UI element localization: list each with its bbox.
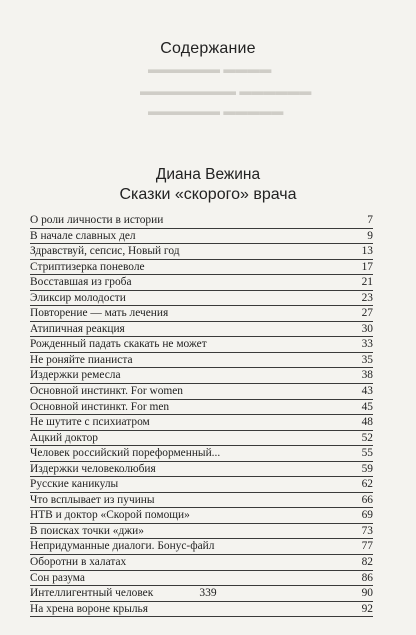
toc-entry-title: Основной инстинкт. For women xyxy=(30,385,184,398)
toc-entry-title: Издержки человеколюбия xyxy=(30,462,156,475)
toc-entry xyxy=(30,291,373,307)
toc-entry xyxy=(30,275,373,291)
toc-entry-title: Стриптизерка поневоле xyxy=(30,260,145,273)
toc-entry-page: 43 xyxy=(361,385,373,398)
toc-entry-page: 35 xyxy=(361,353,373,366)
toc-entry-page: 69 xyxy=(361,509,373,522)
toc-entry-page: 77 xyxy=(361,540,373,553)
toc-entry-title: Оборотни в халатах xyxy=(30,556,127,569)
author-name: Диана Вежина xyxy=(155,166,261,183)
toc-entry-title: НТВ и доктор «Скорой помощи» xyxy=(30,509,190,522)
toc-entry-page: 66 xyxy=(361,493,373,506)
toc-entry xyxy=(30,462,373,478)
page-title: Содержание xyxy=(160,40,256,57)
toc-entry-page: 27 xyxy=(361,307,373,320)
toc-entry-page: 38 xyxy=(361,369,373,382)
toc-entry-page: 62 xyxy=(361,478,373,491)
toc-entry-title: Атипичная реакция xyxy=(30,322,125,335)
toc-entry-title: Эликсир молодости xyxy=(30,291,126,304)
toc-entry xyxy=(30,508,373,524)
toc-entry-page: 86 xyxy=(361,571,373,584)
toc-entry-title: На хрена вороне крылья xyxy=(30,602,148,615)
toc-entry-title: В начале славных дел xyxy=(30,229,136,242)
toc-entry-title: В поисках точки «джи» xyxy=(30,524,144,537)
toc-entry xyxy=(30,539,373,555)
toc-entry-title: Непридуманные диалоги. Бонус-файл xyxy=(30,540,215,553)
toc-entry-page: 59 xyxy=(361,462,373,475)
toc-entry xyxy=(30,493,373,509)
toc-entry-title: Сон разума xyxy=(30,571,85,584)
toc-entry-title: Основной инстинкт. For men xyxy=(30,400,170,413)
toc-entry xyxy=(30,306,373,322)
toc-entry xyxy=(30,446,373,462)
toc-entry xyxy=(30,431,373,447)
toc-entry xyxy=(30,602,373,618)
toc-entry-page: 30 xyxy=(361,322,373,335)
toc-entry-page: 52 xyxy=(361,431,373,444)
toc-entry-title: О роли личности в истории xyxy=(30,214,164,226)
toc-entry-page: 33 xyxy=(361,338,373,351)
toc-entry xyxy=(30,384,373,400)
toc-entry xyxy=(30,555,373,571)
toc-entry-page: 23 xyxy=(361,291,373,304)
toc-entry xyxy=(30,322,373,338)
toc-entry-page: 9 xyxy=(367,229,373,242)
toc-entry-title: Рожденный падать скакать не может xyxy=(30,338,207,351)
book-title: Сказки «скорого» врача xyxy=(119,186,297,203)
page-number: 339 xyxy=(199,587,217,599)
toc-entry xyxy=(30,524,373,540)
toc-entry xyxy=(30,400,373,416)
toc-entry-page: 48 xyxy=(361,416,373,429)
toc-entry xyxy=(30,213,373,229)
toc-entry xyxy=(30,415,373,431)
toc-entry xyxy=(30,353,373,369)
show-through-text: ▬▬▬▬▬ ▬▬▬▬▬▬ xyxy=(148,104,284,118)
toc-entry-title: Здравствуй, сепсис, Новый год xyxy=(30,245,180,258)
toc-entry-page: 45 xyxy=(361,400,373,413)
toc-entry-title: Не шутите с психиатром xyxy=(30,416,150,429)
toc-entry-page: 7 xyxy=(367,214,373,226)
toc-entry-page: 82 xyxy=(361,556,373,569)
table-of-contents xyxy=(30,213,373,617)
toc-entry-page: 17 xyxy=(361,260,373,273)
toc-entry-page: 90 xyxy=(361,587,373,600)
toc-entry xyxy=(30,260,373,276)
toc-entry xyxy=(30,244,373,260)
toc-entry-page: 21 xyxy=(361,276,373,289)
toc-entry-title: Восставшая из гроба xyxy=(30,276,132,289)
toc-entry xyxy=(30,571,373,587)
toc-entry-page: 13 xyxy=(361,245,373,258)
toc-entry-page: 55 xyxy=(361,447,373,460)
toc-entry-title: Человек российский пореформенный... xyxy=(30,447,221,460)
show-through-text: ▬▬▬▬ ▬▬▬▬▬▬ xyxy=(148,62,272,76)
toc-entry-title: Повторение — мать лечения xyxy=(30,307,169,320)
show-through-text: ▬▬▬▬▬▬ ▬▬▬▬▬▬▬▬ xyxy=(140,84,312,98)
toc-entry-title: Что всплывает из пучины xyxy=(30,493,155,506)
toc-entry xyxy=(30,477,373,493)
toc-entry-title: Интеллигентный человек xyxy=(30,587,154,600)
toc-entry-page: 73 xyxy=(361,524,373,537)
toc-entry-page: 92 xyxy=(361,602,373,615)
toc-entry-title: Издержки ремесла xyxy=(30,369,121,382)
toc-entry xyxy=(30,229,373,245)
toc-entry-title: Ацкий доктор xyxy=(30,431,98,444)
toc-entry xyxy=(30,368,373,384)
toc-entry-title: Русские каникулы xyxy=(30,478,119,491)
toc-entry-title: Не роняйте пианиста xyxy=(30,353,133,366)
toc-entry xyxy=(30,337,373,353)
